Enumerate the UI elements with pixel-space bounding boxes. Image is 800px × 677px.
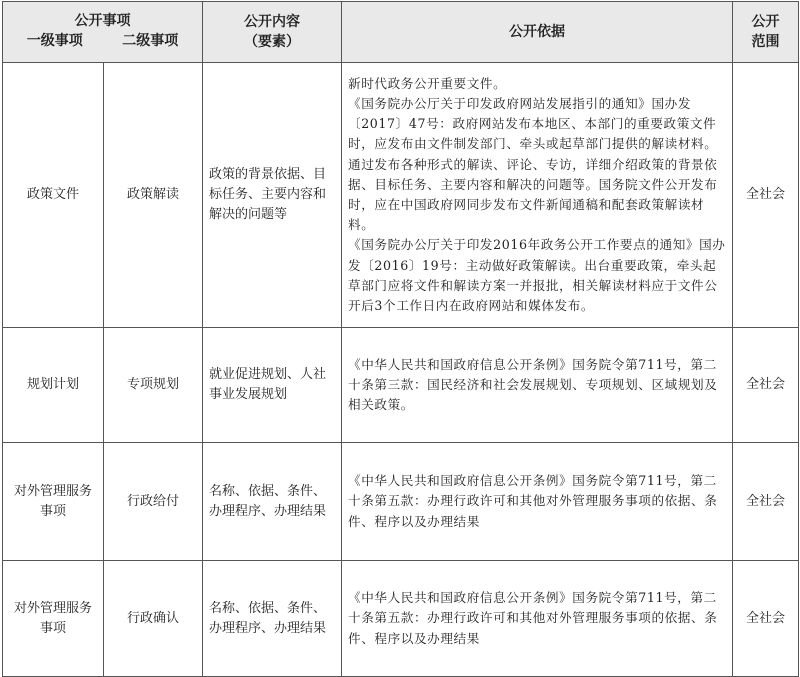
level1-cell: 对外管理服务事项 — [3, 443, 104, 561]
header-level1: 一级事项 — [26, 33, 83, 49]
basis-cell — [342, 561, 733, 677]
level2-cell: 行政给付 — [104, 443, 203, 561]
basis-paragraph: 《中华人民共和国政府信息公开条例》国务院令第711号，第二十条第五款：办理行政许可和其他对外管理服务事项的依据、条件、程序以及办理结果 — [348, 473, 718, 529]
table-row — [3, 63, 799, 328]
header-basis: 公开依据 — [342, 2, 733, 63]
header-matter-cell — [3, 2, 203, 63]
basis-cell — [342, 63, 733, 328]
basis-paragraph: 新时代政务公开重要文件。 — [348, 75, 507, 91]
scope-cell: 全社会 — [733, 328, 799, 443]
basis-paragraph: 《国务院办公厅关于印发2016年政务公开工作要点的通知》国办发〔2016〕19号：主动做好政策解读。出台重要政策，牵头起草部门应将文件和解读方案一并报批，相关解读材料应于文件公开后3个工作日内在政府网站和媒体发布。 — [348, 237, 726, 314]
content-cell: 名称、依据、条件、办理程序、办理结果 — [203, 443, 342, 561]
header-content: 公开内容 — [244, 14, 300, 30]
header-scope-cell — [733, 2, 799, 63]
scope-cell: 全社会 — [733, 561, 799, 677]
basis-paragraph: 《中华人民共和国政府信息公开条例》国务院令第711号，第二十条第五款：办理行政许可和其他对外管理服务事项的依据、条件、程序以及办理结果 — [348, 590, 718, 646]
content-cell: 名称、依据、条件、办理程序、办理结果 — [203, 561, 342, 677]
table-row — [3, 443, 799, 561]
basis-paragraph: 《国务院办公厅关于印发政府网站发展指引的通知》国办发〔2017〕47号：政府网站发布本地区、本部门的重要政策文件时，应发布由文件制发部门、牵头或起草部门提供的解读材料。通过发布各种形式的解读、评论、专访，详细介绍政策的背景依据、目标任务、主要内容和解决的问题等。国务院文件公开发布时，应在中国政府网同步发布文件新闻通稿和配套政策解读材料。 — [348, 95, 718, 233]
level1-cell: 对外管理服务事项 — [3, 561, 104, 677]
level2-cell: 政策解读 — [104, 63, 203, 328]
basis-paragraph: 《中华人民共和国政府信息公开条例》国务院令第711号，第二十条第三款：国民经济和社会发展规划、专项规划、区域规划及相关政策。 — [348, 356, 718, 413]
level1-cell: 政策文件 — [3, 63, 104, 328]
header-matter: 公开事项 — [74, 13, 131, 29]
disclosure-table — [2, 1, 799, 677]
header-content-cell — [203, 2, 342, 63]
header-scope-sub: 范围 — [751, 34, 780, 50]
scope-cell: 全社会 — [733, 63, 799, 328]
header-level2: 二级事项 — [122, 33, 179, 49]
table-row — [3, 328, 799, 443]
content-cell: 就业促进规划、人社事业发展规划 — [203, 328, 342, 443]
level1-cell: 规划计划 — [3, 328, 104, 443]
header-scope: 公开 — [751, 14, 780, 30]
basis-cell — [342, 328, 733, 443]
basis-cell — [342, 443, 733, 561]
scope-cell: 全社会 — [733, 443, 799, 561]
header-content-sub: （要素） — [244, 34, 300, 50]
table-row — [3, 561, 799, 677]
level2-cell: 专项规划 — [104, 328, 203, 443]
content-cell: 政策的背景依据、目标任务、主要内容和解决的问题等 — [203, 63, 342, 328]
level2-cell: 行政确认 — [104, 561, 203, 677]
